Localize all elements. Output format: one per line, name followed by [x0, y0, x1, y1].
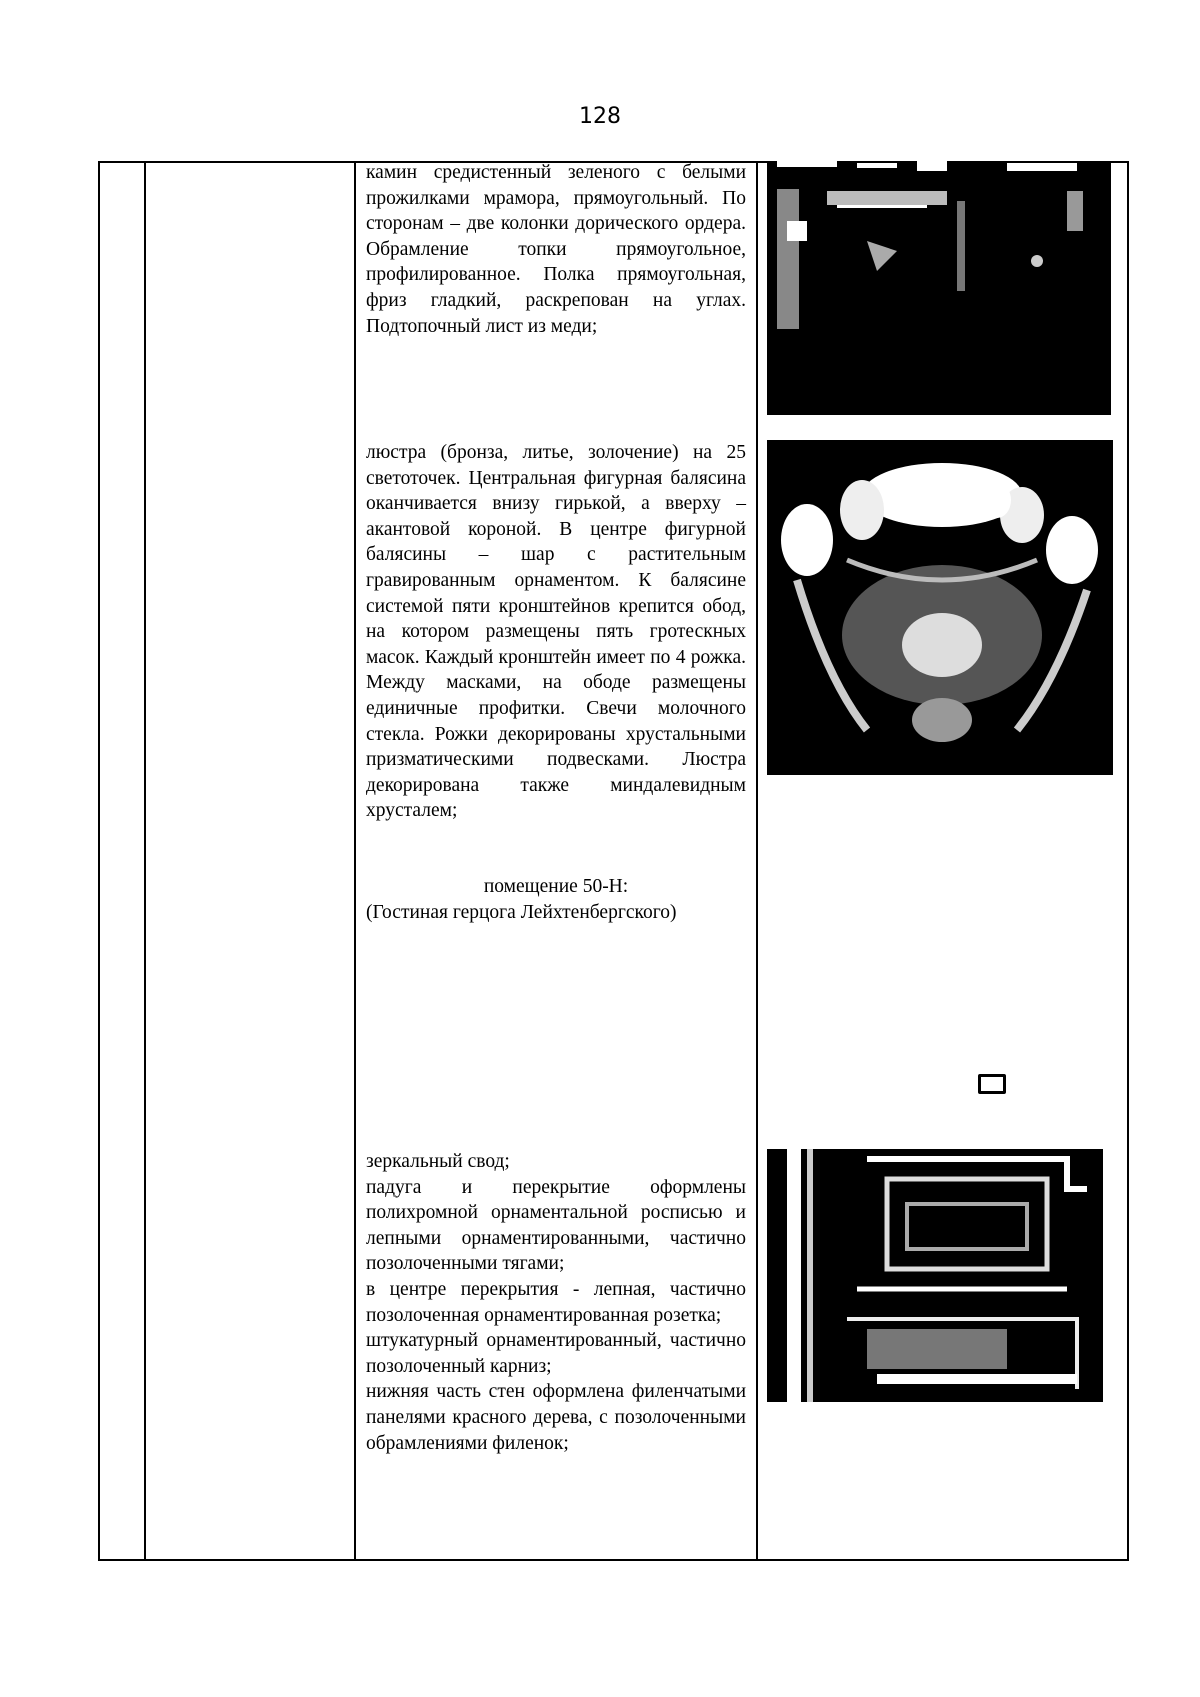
ceiling-text: падуга и перекрытие оформлены полихромной орнаментальной росписью и лепными орнаментированными, частично позолоченными тягами; [366, 1176, 746, 1275]
cornice-text: штукатурный орнаментированный, частично позолоченный карниз; [366, 1330, 746, 1377]
chandelier-photo [767, 440, 1113, 775]
column-divider-2 [354, 161, 356, 1561]
page-number: 128 [579, 104, 621, 129]
walls-text: нижняя часть стен оформлена филенчатыми панелями красного дерева, с позолоченными обрамлениями филенок; [366, 1381, 746, 1454]
room-heading: помещение 50-Н: [483, 876, 629, 897]
ceiling-photo [767, 1149, 1103, 1402]
ceiling-description [366, 1149, 746, 1456]
vault-text: зеркальный свод; [366, 1151, 510, 1172]
room-name: (Гостиная герцога Лейхтенбергского) [366, 901, 677, 923]
rosette-text: в центре перекрытия - лепная, частично позолоченная орнаментированная розетка; [366, 1278, 746, 1326]
chandelier-description: люстра (бронза, литье, золочение) на 25 светоточек. Центральная фигурная балясина оканчивается внизу гирькой, а вверху – акантовой короной. В центре фигурной балясины – шар с растительным гравированным орнаментом. К балясине системой пяти кронштейнов крепится обод, на котором размещены пять гротескных масок. Каждый кронштейн имеет по 4 рожка. Между масками, на ободе размещены единичные профитки. Свечи молочного стекла. Рожки декорированы хрустальными призматическими подвесками. Люстра декорирована также миндалевидным хрусталем; [366, 442, 746, 822]
column-divider-3 [756, 161, 758, 1561]
placeholder-box-icon [978, 1074, 1006, 1094]
column-divider-1 [144, 161, 146, 1561]
fireplace-photo [767, 161, 1111, 415]
room-heading-block [366, 874, 746, 925]
fireplace-description: камин средистенный зеленого с белыми прожилками мрамора, прямоугольный. По сторонам – две колонки дорического ордера. Обрамление топки прямоугольное, профилированное. Полка прямоугольная, фриз гладкий, раскрепован на углах. Подтопочный лист из меди; [366, 162, 746, 337]
